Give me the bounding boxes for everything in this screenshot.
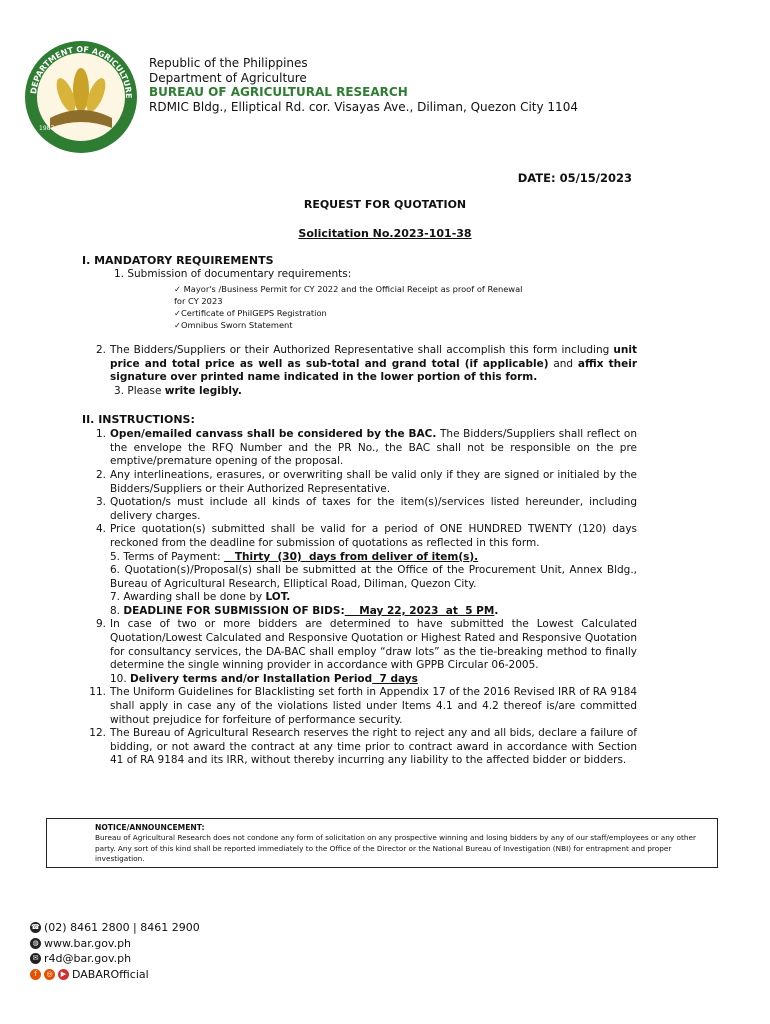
req-check-omnibus: ✓Omnibus Sworn Statement <box>174 320 293 331</box>
instr-8-deadline: May 22, 2023 at 5 PM <box>344 604 495 617</box>
footer-email[interactable]: r4d@bar.gov.ph <box>44 952 132 965</box>
instr-item-4 <box>82 523 637 550</box>
footer-phone: (02) 8461 2800 | 8461 2900 <box>44 921 200 934</box>
instr-1-bold: Open/emailed canvass shall be considered by the BAC. <box>110 428 437 441</box>
phone-icon: ☎ <box>31 923 40 932</box>
globe-icon: ◍ <box>30 938 41 949</box>
seal-ring-text: DEPARTMENT OF AGRICULTURE <box>29 44 134 99</box>
instr-7-bold: LOT. <box>265 591 291 604</box>
instr-3-number: 3. <box>95 496 106 509</box>
section1-heading: I. MANDATORY REQUIREMENTS <box>82 254 274 267</box>
instr-7-label: 7. Awarding shall be done by <box>110 591 266 604</box>
instr-2-number: 2. <box>95 468 106 481</box>
instr-8-end: . <box>494 604 499 617</box>
document-body <box>82 254 637 768</box>
instr-5-label: 5. Terms of Payment: <box>110 550 224 563</box>
req-item-2-mid: and <box>548 357 578 370</box>
notice-heading: NOTICE/ANNOUNCEMENT: <box>95 823 205 832</box>
instr-11-number: 11. <box>89 686 106 699</box>
seal-year: 1987 <box>39 125 55 132</box>
instr-6-text: 6. Quotation(s)/Proposal(s) shall be submitted at the Office of the Procurement Unit, Annex Bldg., Bureau of Agricultural Research, Elliptical Road, Diliman, Quezon City. <box>110 564 637 590</box>
footer-website[interactable]: www.bar.gov.ph <box>44 936 132 950</box>
req-item-3 <box>82 385 637 399</box>
instr-item-10 <box>82 673 637 687</box>
instr-4-number: 4. <box>95 523 106 536</box>
contact-footer <box>30 920 200 982</box>
instr-2-text: Any interlineations, erasures, or overwriting shall be valid only if they are signed or initialed by the Bidders/Suppliers or their Authorized Representative. <box>110 468 637 495</box>
notice-body: Bureau of Agricultural Research does not condone any form of solicitation on any prospective winning and losing bidders by any of our staff/employees or any other party. Any sort of this kind shall be reported immediately to the Office of the Director or the National Bureau of Investigation (NBI) for entrapment and proper investigation. <box>95 833 696 864</box>
document-date: DATE: 05/15/2023 <box>517 171 632 185</box>
section2-heading: II. INSTRUCTIONS: <box>82 412 195 426</box>
instr-item-12 <box>82 727 637 768</box>
instr-item-3 <box>82 496 637 523</box>
youtube-icon: ▶ <box>58 969 69 980</box>
instr-5-value: Thirty (30) days from deliver of item(s). <box>223 550 479 563</box>
req-check-permit-cont: for CY 2023 <box>174 296 223 307</box>
instr-12-text: The Bureau of Agricultural Research reserves the right to reject any and all bids, declare a failure of bidding, or not award the contract at any time prior to contract award in accordance with Section 41 of RA 9184 and its IRR, without thereby incurring any liability to the affected bidder or bidders. <box>110 727 637 767</box>
instr-10-bold: Delivery terms and/or Installation Period <box>130 672 373 685</box>
letterhead-department: Department of Agriculture <box>149 70 307 85</box>
instr-item-9 <box>82 618 637 672</box>
instr-item-11 <box>82 686 637 727</box>
instr-12-number: 12. <box>89 727 106 740</box>
req-item-1: 1. Submission of documentary requirements: <box>114 267 352 280</box>
instr-item-7 <box>82 591 637 605</box>
letterhead-republic: Republic of the Philippines <box>149 56 308 70</box>
instr-item-8 <box>82 605 637 619</box>
instr-8-bold: DEADLINE FOR SUBMISSION OF BIDS: <box>123 604 345 617</box>
instr-10-num: 10. <box>110 672 131 685</box>
instr-9-text: In case of two or more bidders are determined to have submitted the Lowest Calculated Quotation/Lowest Calculated and Responsive Quotation or Highest Rated and Responsive Quotation for consultancy services, the DA-BAC shall employ “draw lots” as the tie-breaking method to finally determine the single winning provider in accordance with GPPB Circular 06-2005. <box>110 618 637 672</box>
instr-1-text: The Bidders/Suppliers shall reflect on the envelope the RFQ Number and the PR No., the BAC shall not be responsible on the pre emptive/premature opening of the proposal. <box>110 428 638 468</box>
req-item-2-bold2: affix their signature over printed name indicated in the lower portion of this form. <box>110 357 637 384</box>
solicitation-number: Solicitation No.2023-101-38 <box>298 227 472 240</box>
bar-seal-logo <box>22 38 140 156</box>
document-title: REQUEST FOR QUOTATION <box>303 198 467 211</box>
notice-box <box>46 818 718 868</box>
instr-10-value: 7 days <box>372 672 418 685</box>
facebook-icon: f <box>30 969 41 980</box>
req-item-2-number: 2. <box>95 344 106 357</box>
req-item-2-text: The Bidders/Suppliers or their Authorized Representative shall accomplish this form including <box>110 344 614 357</box>
instr-item-2 <box>82 469 637 496</box>
req-item-3-bold: write legibly. <box>164 384 242 397</box>
instr-item-1 <box>82 428 637 469</box>
instr-item-5 <box>82 551 637 565</box>
instr-1-number: 1. <box>95 428 106 441</box>
instr-8-num: 8. <box>110 604 124 617</box>
instr-3-text: Quotation/s must include all kinds of taxes for the item(s)/services listed hereunder, including delivery charges. <box>110 496 637 522</box>
footer-social: DABAROfficial <box>72 967 149 981</box>
letterhead <box>149 56 578 114</box>
instr-4-text: Price quotation(s) submitted shall be valid for a period of ONE HUNDRED TWENTY (120) days reckoned from the deadline for submission of quotations as reflected in this form. <box>110 523 637 549</box>
req-item-2 <box>82 344 637 385</box>
instr-9-number: 9. <box>95 618 106 631</box>
email-icon: ✉ <box>30 953 41 964</box>
req-item-2-bold1: unit price and total price as well as sub-total and grand total (if applicable) <box>110 344 637 370</box>
instr-11-text: The Uniform Guidelines for Blacklisting set forth in Appendix 17 of the 2016 Revised IRR of RA 9184 shall apply in case any of the violations listed under Items 4.1 and 4.2 thereof is/are committed without prejudice for forfeiture of performance security. <box>110 686 637 726</box>
req-item-3-text: 3. Please <box>114 384 165 397</box>
letterhead-bureau: BUREAU OF AGRICULTURAL RESEARCH <box>149 85 408 99</box>
instagram-icon: ◎ <box>44 969 55 980</box>
req-check-philgeps: ✓Certificate of PhilGEPS Registration <box>174 308 327 319</box>
letterhead-address: RDMIC Bldg., Elliptical Rd. cor. Visayas Ave., Diliman, Quezon City 1104 <box>149 99 578 114</box>
req-check-permit: ✓ Mayor's /Business Permit for CY 2022 and the Official Receipt as proof of Renewal <box>174 284 523 295</box>
